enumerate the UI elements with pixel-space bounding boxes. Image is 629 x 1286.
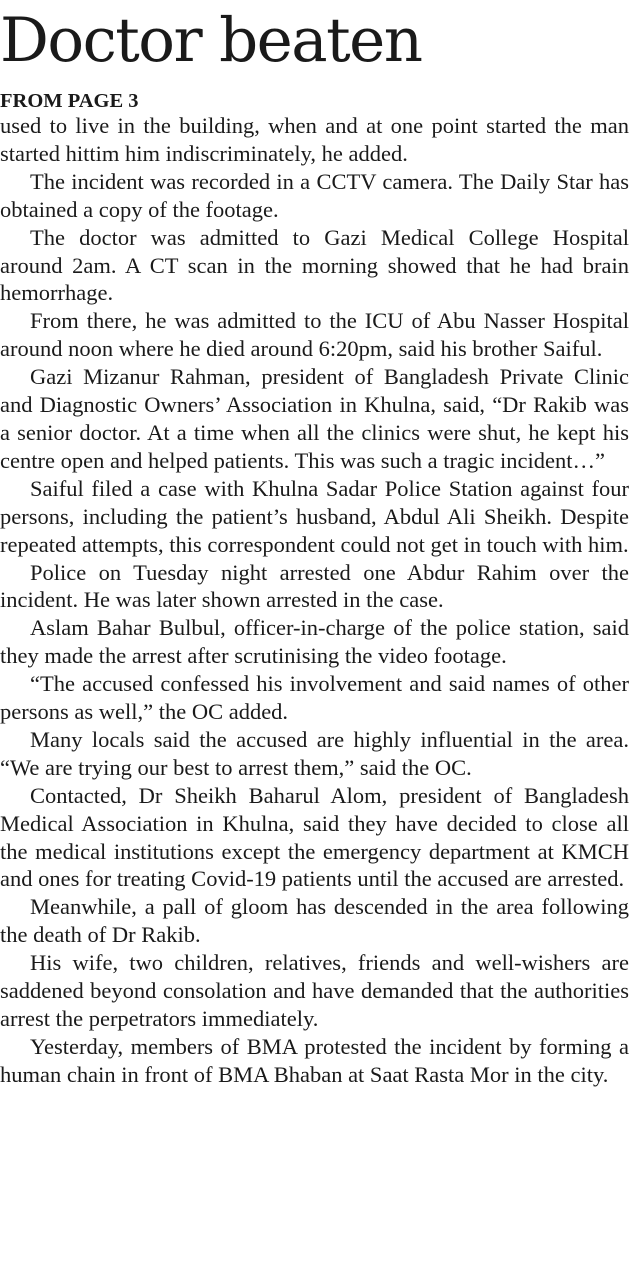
paragraph-oc-statement: Aslam Bahar Bulbul, officer-in-charge of the police station, said they made the arrest after scrutinising the video footage. <box>0 615 629 669</box>
paragraph-confession: “The accused confessed his involvement and said names of other persons as well,” the OC added. <box>0 671 629 725</box>
paragraph-continued: used to live in the building, when and at one point started the man started hittim him indiscriminately, he added. <box>0 113 629 166</box>
paragraph-arrest: Police on Tuesday night arrested one Abdur Rahim over the incident. He was later shown arrested in the case. <box>0 559 629 613</box>
paragraph-protest: Yesterday, members of BMA protested the incident by forming a human chain in front of BMA Bhaban at Saat Rasta Mor in the city. <box>0 1033 629 1087</box>
paragraph-case-filed: Saiful filed a case with Khulna Sadar Police Station against four persons, including the patient’s husband, Abdul Ali Sheikh. Despite repeated attempts, this correspondent could not get in touch with him. <box>0 475 629 557</box>
article-headline: Doctor beaten <box>0 5 422 76</box>
paragraph-hospital-admission: The doctor was admitted to Gazi Medical College Hospital around 2am. A CT scan in the morning showed that he had brain hemorrhage. <box>0 224 629 306</box>
jump-line: FROM PAGE 3 <box>0 90 139 112</box>
paragraph-locals: Many locals said the accused are highly influential in the area. “We are trying our best to arrest them,” said the OC. <box>0 726 629 780</box>
paragraph-family: His wife, two children, relatives, friends and well-wishers are saddened beyond consolation and have demanded that the authorities arrest the perpetrators immediately. <box>0 950 629 1031</box>
paragraph-cctv: The incident was recorded in a CCTV camera. The Daily Star has obtained a copy of the footage. <box>0 168 629 222</box>
paragraph-gloom: Meanwhile, a pall of gloom has descended in the area following the death of Dr Rakib. <box>0 894 629 948</box>
paragraph-bma: Contacted, Dr Sheikh Baharul Alom, president of Bangladesh Medical Association in Khulna, said they have decided to close all the medical institutions except the emergency department at KMCH and ones for treating Covid-19 patients until the accused are arrested. <box>0 782 629 892</box>
article-body <box>0 112 629 1089</box>
paragraph-icu: From there, he was admitted to the ICU of Abu Nasser Hospital around noon where he died around 6:20pm, said his brother Saiful. <box>0 308 629 362</box>
paragraph-quote-rahman: Gazi Mizanur Rahman, president of Bangladesh Private Clinic and Diagnostic Owners’ Association in Khulna, said, “Dr Rakib was a senior doctor. At a time when all the clinics were shut, he kept his centre open and helped patients. This was such a tragic incident…” <box>0 364 629 473</box>
